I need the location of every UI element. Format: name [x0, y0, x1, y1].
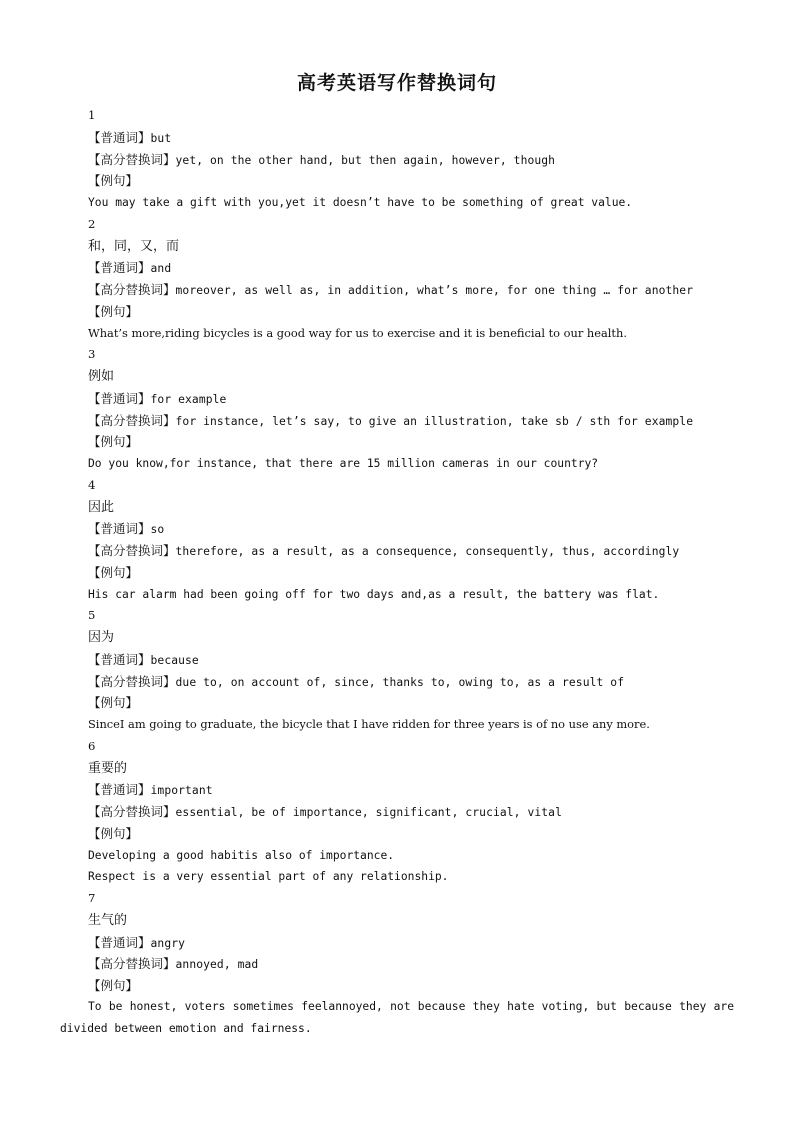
common-word-line — [88, 388, 738, 410]
chinese-meaning: 重要的 — [88, 760, 128, 776]
common-word-label: 【普通词】 — [88, 934, 151, 950]
example-paragraph: To be honest, voters sometimes feelannoyed, not because they hate voting, but because they are divided between emotion and fairness. — [60, 1000, 734, 1035]
chinese-meaning: 因为 — [88, 630, 115, 645]
common-word: so — [150, 523, 165, 537]
example-label: 【例句】 — [88, 695, 139, 711]
common-word-line — [88, 779, 738, 801]
advanced-word-line — [88, 953, 738, 975]
advanced-word-line — [88, 279, 738, 301]
advanced-word-label: 【高分替换词】 — [88, 151, 176, 167]
advanced-words: therefore, as a result, as a consequence, consequently, thus, accordingly — [175, 545, 680, 558]
entry-number: 5 — [88, 608, 96, 623]
common-word-label: 【普通词】 — [88, 782, 151, 798]
example-sentence: What’s more,riding bicycles is a good way for us to exercise and it is beneficial to our health. — [88, 325, 627, 340]
common-word: but — [150, 131, 172, 145]
page-title: 高考英语写作替换词句 — [296, 72, 497, 94]
advanced-words: annoyed, mad — [175, 958, 259, 972]
advanced-words: due to, on account of, since, thanks to, owing to, as a result of — [175, 675, 625, 689]
common-word-label: 【普通词】 — [88, 129, 151, 145]
example-sentence: His car alarm had been going off for two days and,as a result, the battery was flat. — [88, 587, 660, 601]
advanced-words: for instance, let’s say, to give an illustration, take sb / sth for example — [175, 414, 694, 428]
common-word-label: 【普通词】 — [88, 260, 151, 276]
advanced-word-label: 【高分替换词】 — [88, 804, 176, 819]
common-word-label: 【普通词】 — [88, 651, 151, 667]
common-word-line — [88, 518, 738, 540]
common-word-label: 【普通词】 — [88, 521, 151, 537]
advanced-word-label: 【高分替换词】 — [88, 956, 176, 972]
example-label: 【例句】 — [88, 564, 139, 580]
chinese-meaning: 生气的 — [88, 912, 128, 928]
example-label: 【例句】 — [88, 978, 139, 993]
entry-number: 2 — [88, 216, 96, 231]
common-word-line — [88, 649, 738, 671]
example-label: 【例句】 — [88, 434, 139, 450]
common-word-label: 【普通词】 — [88, 390, 151, 406]
example-sentence: SinceI am going to graduate, the bicycle that I have ridden for three years is of no use any more. — [88, 717, 650, 731]
entry-number: 3 — [88, 347, 96, 362]
entries-list — [88, 105, 738, 997]
example-sentence: You may take a gift with you,yet it doesn’t have to be something of great value. — [88, 196, 633, 209]
common-word: angry — [150, 936, 186, 950]
chinese-meaning: 因此 — [88, 499, 115, 515]
example-sentence: Do you know,for instance, that there are 15 million cameras in our country? — [88, 457, 599, 470]
advanced-word-label: 【高分替换词】 — [88, 282, 176, 297]
example-label: 【例句】 — [88, 825, 139, 841]
common-word-line — [88, 932, 738, 954]
advanced-word-label: 【高分替换词】 — [88, 673, 176, 689]
entry-number: 1 — [88, 108, 96, 122]
common-word-line — [88, 127, 738, 149]
common-word: for example — [150, 392, 227, 406]
advanced-word-label: 【高分替换词】 — [88, 543, 176, 558]
entry-number: 7 — [88, 891, 96, 905]
advanced-word-line — [88, 540, 738, 562]
example-sentence: Developing a good habitis also of importance. — [88, 848, 395, 862]
advanced-word-line — [88, 671, 738, 693]
chinese-meaning: 例如 — [88, 369, 115, 384]
entry-number: 6 — [88, 738, 96, 753]
example-label: 【例句】 — [88, 303, 139, 319]
advanced-words: yet, on the other hand, but then again, however, though — [175, 153, 556, 167]
advanced-word-line — [88, 410, 738, 432]
entry-number: 4 — [88, 477, 96, 492]
advanced-words: moreover, as well as, in addition, what’s more, for one thing … for another — [175, 284, 694, 297]
common-word: because — [150, 653, 199, 667]
example-sentence: Respect is a very essential part of any relationship. — [88, 870, 449, 884]
example-label: 【例句】 — [88, 173, 139, 189]
common-word: important — [150, 784, 213, 798]
common-word-line — [88, 257, 738, 279]
advanced-word-line — [88, 149, 738, 171]
common-word: and — [150, 262, 172, 276]
advanced-word-line — [88, 801, 738, 823]
advanced-word-label: 【高分替换词】 — [88, 412, 176, 428]
chinese-meaning: 和，同，又，而 — [88, 238, 180, 254]
advanced-words: essential, be of importance, significant, crucial, vital — [175, 806, 562, 819]
